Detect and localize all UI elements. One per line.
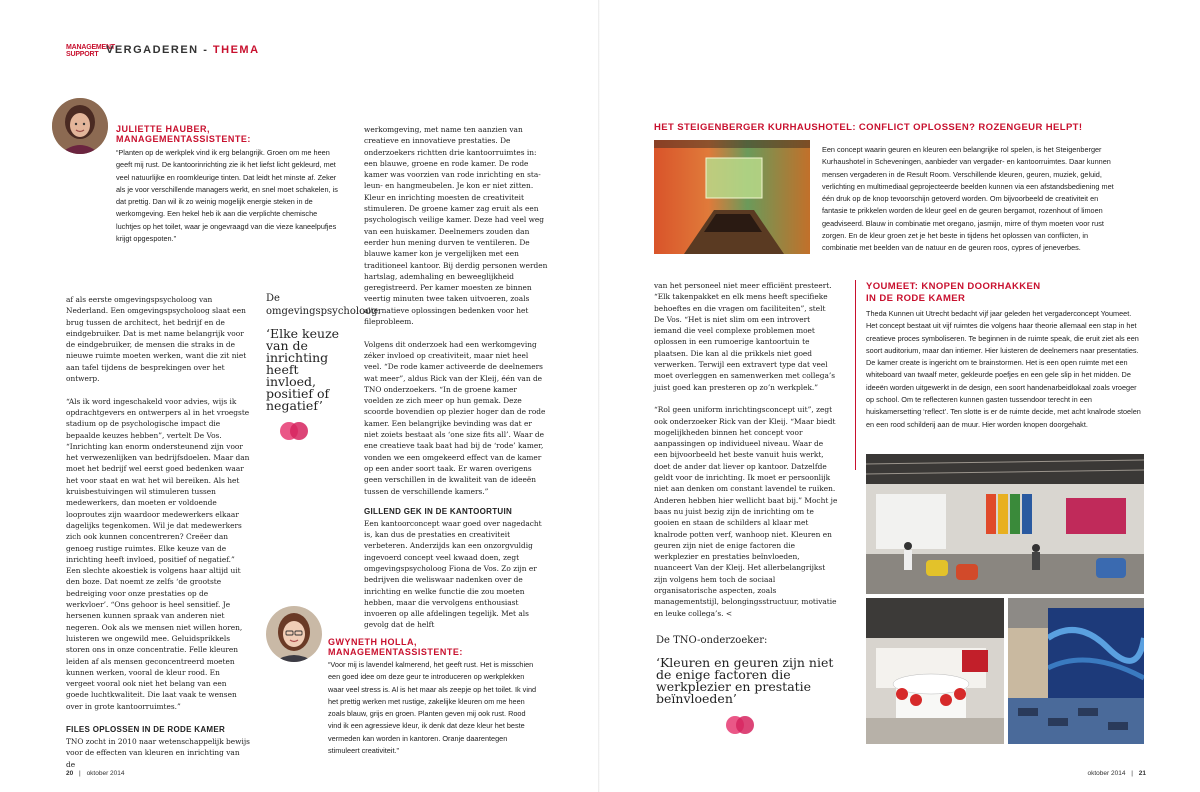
gillend-heading: GILLEND GEK IN DE KANTOORTUIN (364, 506, 513, 516)
right-page (600, 0, 1200, 792)
pink-dots-right (726, 716, 756, 734)
youmeet-text: Theda Kunnen uit Utrecht bedacht vijf jaar geleden het vergaderconcept Youmeet. Het concept bestaat uit vijf ruimtes die volgens haar theorie allemaal een stap in het creatieve proces symboliseren. Te beginnen in de ruimte speak, die eruit ziet als een soort auditorium, maar dan intiemer. Hier luisteren de deelnemers naar presentaties. De kamer create is ingericht om te brainstormen. Het is een open ruimte met een whiteboard van twaalf meter, gekleurde poefjes en een gele slip in het midden. De ideeën worden uitgewerkt in de design, een soort handenarbeidlokaal zoals vroeger op school. Om te reflecteren kunnen gasten tussendoor terecht in een huiskamersetting ‘reflect’. Ten slotte is er de ruimte decide, met acht knalrode stoelen en een rood schilderij aan de muur. Hier worden knopen doorgehakt. (866, 309, 1141, 429)
section-name: VERGADEREN (106, 44, 199, 56)
hauber-quote: “Planten op de werkplek vind ik erg belangrijk. Groen om me heen geeft mij rust. De kantoorinrichting zie ik het liefst licht gekleurd, met veel natuurlijke en roomkleurige tinten. Dat leidt het minste af. Zeker als je voor verschillende managers werkt, en snel moet schakelen, is dat prettig. Dan wil ik zo weinig mogelijk energie steken in de werkomgeving. Een hekel heb ik aan die verplichte chemische luchtjes op het toilet, waar je ongevraagd van die vieze kaneelpufjes krijgt opgespoten.” (116, 148, 338, 244)
right-column-1 (654, 280, 838, 619)
youmeet-heading-2: IN DE RODE KAMER (866, 293, 966, 304)
folio-separator: | (1131, 770, 1133, 777)
holla-portrait (266, 606, 322, 662)
section-theme: THEMA (212, 44, 260, 56)
holla-quote-block (328, 637, 540, 757)
tno-quote: ‘Kleuren en geuren zijn niet de enige factoren die werkplezier en prestatie beïnvloeden’ (656, 655, 834, 706)
issue-date: oktober 2014 (1087, 770, 1126, 777)
page-number: 21 (1138, 770, 1146, 777)
holla-quote: “Voor mij is lavendel kalmerend, het geeft rust. Het is misschien een goed idee om deze geur te introduceren op werkplekken waar veel stress is. Al is het maar als zeepje op het toilet. Ik vind het prettig werken met rustige, zakelijke kleuren om me heen zoals blauw, grijs en groen. Planten geven mij ook rust. Rood vind ik een agressieve kleur, ik denk dat deze kleur het beste vermeden kan worden in kantoren. Oranje daarentegen stimuleert creativiteit.” (328, 660, 537, 756)
youmeet-create-photo (866, 454, 1144, 594)
youmeet-reflect-photo (1008, 598, 1144, 744)
files-heading: FILES OPLOSSEN IN DE RODE KAMER (66, 724, 226, 734)
youmeet-heading-1: YOUMEET: KNOPEN DOORHAKKEN (866, 281, 1041, 292)
steigenberger-text: Een concept waarin geuren en kleuren een belangrijke rol spelen, is het Steigenberger Kurhaushotel in Scheveningen, aanbieder van vergader- en kantoorruimtes. Daar kunnen mensen vergaderen in de Result Room. Verschillende kleuren, geuren, muziek, geluid, verlichting en multimediaal geprojecteerde beelden kunnen via een afstandsbediening met één druk op de knop tevoorschijn getoverd worden. Om bijvoorbeeld de creativiteit en fantasie te prikkelen worden de kleur geel en de geuren bergamot, rozenhout of limoen geadviseerd. Blauw in combinatie met oregano, jasmijn, mirre of thym moeten voor rust zorgen. En de kleur groen zet je het beste in tijdens het oplossen van conflicten, in combinatie met beelden van de natuur en de geuren roos, cypres of jeneverbes. (822, 145, 1114, 253)
pink-dots-left (280, 422, 310, 440)
youmeet-block (866, 281, 1142, 431)
gillend-text: Een kantoorconcept waar goed over nagedacht is, kan dus de prestaties en creativiteit verbeteren. Anderzijds kan een onzorgvuldig ingevoerd concept veel kwaad doen, zegt omgevingspsycholoog Fiona de Vos. Zo zijn er bedrijven die weliswaar nadenken over de inrichting en welke functie die zou moeten hebben, maar die vervolgens enthousiast invoeren op alle afdelingen tegelijk. Met als gevolg dat de helft (364, 518, 542, 630)
pullquote-text: ‘Elke keuze van de inrichting heeft invloed, positief of negatief’ (266, 326, 340, 413)
pullquote-label: De omgevingspsycholoog: (266, 293, 381, 317)
page-folio-left (66, 770, 125, 777)
result-room-photo (654, 140, 810, 254)
issue-date: oktober 2014 (86, 770, 125, 777)
steigenberger-block (822, 144, 1122, 255)
left-column-2 (364, 124, 548, 631)
page-number: 20 (66, 770, 74, 777)
youmeet-rule (855, 280, 856, 470)
hauber-portrait (52, 98, 108, 154)
left-column-1 (66, 294, 250, 770)
logo-line-2: SUPPORT (66, 51, 99, 58)
section-separator: - (203, 44, 209, 56)
page-folio-right (1087, 770, 1146, 777)
pink-dot (736, 716, 754, 734)
pink-dot (290, 422, 308, 440)
hauber-quote-block (116, 124, 338, 245)
tno-label: De TNO-onderzoeker: (656, 635, 768, 646)
left-col2-text: werkomgeving, met name ten aanzien van creatieve en innovatieve prestaties. De onderzoekers richtten drie kantoorruimtes in: een blauwe, groene en rode kamer. De rode kamer was voorzien van rode inrichting en sta- leun- en hangmeubelen. Je kon er niet zitten. Kleur en inrichting moesten de creativiteit stimuleren. De groene kamer zag eruit als een psychologisch veilige kamer. Deze had veel weg van een huiskamer. Deelnemers zouden dan eerder hun mening durven te ventileren. De blauwe kamer kon je vergelijken met een traditioneel kantoor. Bij derdig personen werden hartslag, ademhaling en beweeglijkheid geregistreerd. Per kamer moesten ze binnen veertig minuten twee taken uitvoeren, zoals alternatieve oplossingen bedenken voor het fileprobleem. Volgens dit onderzoek had een werkomgeving zéker invloed op creativiteit, maar niet heel veel. “De rode kamer activeerde de deelnemers wat meer”, aldus Rick van der Kleij, één van de TNO onderzoekers. “In de groene kamer voelden ze zich meer op hun gemak. Deze scoorde bovendien op plezier hoger dan de rode kamer. Een belangrijke bevinding was dat er niet zoiets bestaat als ‘one size fits all’. Waar de ene creatieve taak baat had bij de ‘rode’ kamer, vonden we een omgekeerd effect van de kamer op een ander soort taak. Er waren overigens geen verschillen in de kwaliteit van de ideeën tussen de verschillende kamers.” (364, 125, 548, 496)
files-text: TNO zocht in 2010 naar wetenschappelijk bewijs voor de effecten van kleuren en inrichting van de (66, 736, 250, 769)
folio-separator: | (79, 770, 81, 777)
logo-line-1: MANAGEMENT (66, 44, 115, 51)
left-col1-text: af als eerste omgevingspsycholoog van Nederland. Een omgevingspsycholoog slaat een brug tussen de architect, het bedrijf en de eindgebruiker. Dat is met name belangrijk voor de eindgebruiker, de mensen die straks in de nieuwe ruimte moeten werken, want die zit niet aan tafel tijdens de besprekingen over het ontwerp. “Als ik word ingeschakeld voor advies, wijs ik opdrachtgevers en ontwerpers al in het vroegste stadium op de psychologische impact die bepaalde keuzes hebben”, vertelt De Vos. “Inrichting kan enorm ondersteunend zijn voor het verwezenlijken van bedrijfsdoelen. Maar dan moet het bedrijf wel eerst goed bedenken waar het voor staat en wat het wil bereiken. Als het kruisbestuivingen wil stimuleren tussen medewerkers, dan moeten er voldoende looproutes zijn waardoor medewerkers elkaar dagelijks tegenkomen. Wil je dat medewerkers zich ook kunnen concentreren? Creëer dan genoeg rustige ruimtes. Elke keuze van de inrichting heeft invloed, positief of negatief.” Een slechte akoestiek is volgens haar altijd uit den boze. Dat noemt ze zelfs ‘de grootste bedreiging voor onze prestaties op de werkvloer’. “Ons gehoor is heel sensitief. Je hersenen kunnen spraak van anderen niet negeren. Ook als we mensen niet willen horen, luisteren we ongewild mee. Geluidsprikkels storen ons in onze concentratie. Felle kleuren leiden af als mensen geconcentreerd moeten kunnen werken, vooral de kleur rood. En vergeet vooral ook niet het belang van een goede luchtkwaliteit. Die laat vaak te wensen over in grote kantoorruimtes.” (66, 295, 250, 711)
steigenberger-heading: HET STEIGENBERGER KURHAUSHOTEL: CONFLICT OPLOSSEN? ROZENGEUR HELPT! (654, 122, 1083, 133)
holla-name: GWYNETH HOLLA, MANAGEMENTASSISTENTE: (328, 637, 463, 657)
tno-pullquote (656, 634, 836, 705)
psychologist-pullquote (266, 292, 381, 413)
right-col1-text: van het personeel niet meer efficiënt presteert. “Elk takenpakket en elk mens heeft specifieke behoeftes en die vragen om faciliteiten”, stelt De Vos. “Het is niet slim om een introvert iemand die veel complexe problemen moet oplossen in een rumoerige kantoortuin te plaatsen. Die kan al die prikkels niet goed verwerken. Terwijl een extravert type dat veel moet overleggen en samenwerken met collega’s juist goed kan presteren op zo’n werkplek.” “Rol geen uniform inrichtingsconcept uit”, zegt ook onderzoeker Rick van der Kleij. “Maar biedt mogelijkheden binnen het concept voor aanpassingen op individueel niveau. Waar de een bijvoorbeeld het beste vanuit huis werkt, doet de ander dat liever op kantoor. Datzelfde geldt voor de inrichting. Ik moet er persoonlijk niet aan denken om constant lavendel te ruiken. Anderen hebben hier wellicht baat bij.” Mocht je baas nu juist bezig zijn de inrichting om te gooien en staan de schilders al klaar met knalrode potten verf, wanhoop niet. Kleuren en geuren zijn niet de enige factoren die werkplezier en prestaties beïnvloeden, nuanceert Van der Kleij. Het allerbelangrijkst zijn volgens hem toch de sociaal organisatorische aspecten, zoals managementstijl, belongingsstructuur, motivatie en leuke collega’s. < (654, 281, 838, 618)
section-title (106, 44, 260, 56)
youmeet-decide-photo (866, 598, 1004, 744)
hauber-name: JULIETTE HAUBER, MANAGEMENTASSISTENTE: (116, 124, 251, 144)
